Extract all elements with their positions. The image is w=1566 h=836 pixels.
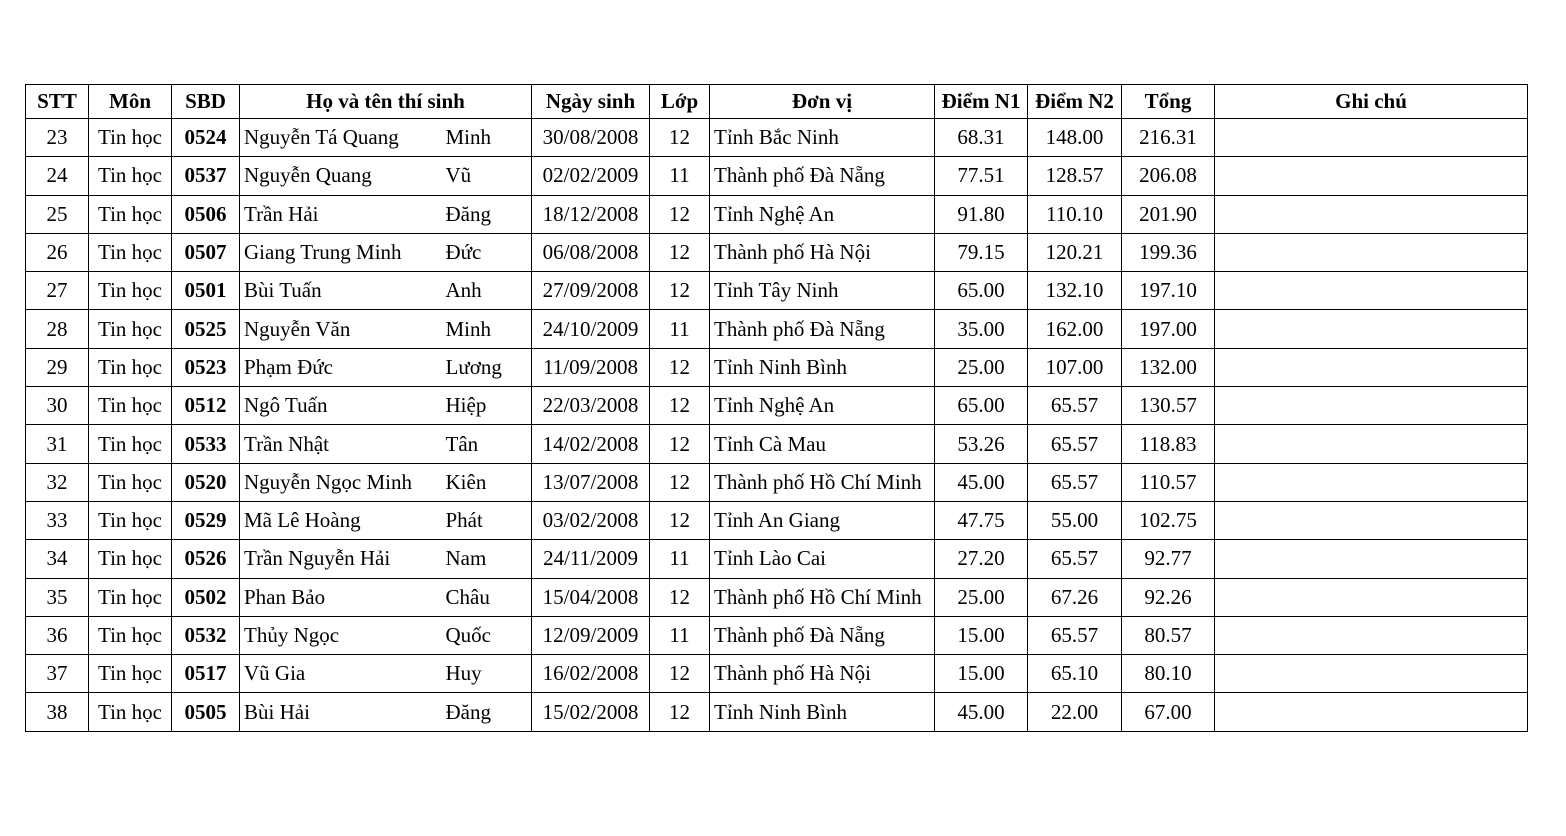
cell-lop: 12 <box>650 387 710 425</box>
cell-ho: Nguyễn Quang <box>240 157 442 195</box>
cell-lop: 12 <box>650 425 710 463</box>
cell-ho: Bùi Hải <box>240 693 442 731</box>
cell-diem-n2: 65.57 <box>1028 616 1122 654</box>
cell-don-vi: Thành phố Hà Nội <box>710 655 935 693</box>
table-row <box>26 463 1528 501</box>
cell-sbd: 0525 <box>172 310 240 348</box>
cell-ho: Trần Hải <box>240 195 442 233</box>
cell-stt: 26 <box>26 233 89 271</box>
cell-ghi-chu <box>1215 233 1528 271</box>
cell-ngay-sinh: 15/04/2008 <box>532 578 650 616</box>
cell-mon: Tin học <box>89 348 172 386</box>
cell-ten: Vũ <box>442 157 532 195</box>
cell-mon: Tin học <box>89 655 172 693</box>
cell-mon: Tin học <box>89 195 172 233</box>
cell-ngay-sinh: 03/02/2008 <box>532 501 650 539</box>
cell-don-vi: Thành phố Hồ Chí Minh <box>710 463 935 501</box>
cell-sbd: 0506 <box>172 195 240 233</box>
cell-ten: Lương <box>442 348 532 386</box>
cell-ten: Minh <box>442 119 532 157</box>
cell-diem-n1: 79.15 <box>935 233 1028 271</box>
cell-don-vi: Tỉnh An Giang <box>710 501 935 539</box>
cell-mon: Tin học <box>89 540 172 578</box>
cell-ghi-chu <box>1215 387 1528 425</box>
cell-ngay-sinh: 24/11/2009 <box>532 540 650 578</box>
cell-diem-n1: 15.00 <box>935 616 1028 654</box>
cell-ghi-chu <box>1215 195 1528 233</box>
cell-stt: 36 <box>26 616 89 654</box>
cell-ghi-chu <box>1215 272 1528 310</box>
cell-mon: Tin học <box>89 616 172 654</box>
cell-stt: 25 <box>26 195 89 233</box>
cell-tong: 102.75 <box>1122 501 1215 539</box>
cell-diem-n1: 27.20 <box>935 540 1028 578</box>
cell-lop: 12 <box>650 272 710 310</box>
cell-diem-n1: 68.31 <box>935 119 1028 157</box>
cell-diem-n2: 107.00 <box>1028 348 1122 386</box>
cell-tong: 80.10 <box>1122 655 1215 693</box>
cell-stt: 29 <box>26 348 89 386</box>
cell-lop: 12 <box>650 578 710 616</box>
table-row <box>26 157 1528 195</box>
cell-mon: Tin học <box>89 693 172 731</box>
cell-tong: 197.00 <box>1122 310 1215 348</box>
table-row <box>26 387 1528 425</box>
cell-stt: 33 <box>26 501 89 539</box>
cell-stt: 31 <box>26 425 89 463</box>
table-header-row <box>26 85 1528 119</box>
cell-diem-n2: 110.10 <box>1028 195 1122 233</box>
table-row <box>26 693 1528 731</box>
cell-sbd: 0529 <box>172 501 240 539</box>
cell-ghi-chu <box>1215 655 1528 693</box>
cell-mon: Tin học <box>89 463 172 501</box>
cell-don-vi: Tỉnh Nghệ An <box>710 387 935 425</box>
cell-diem-n1: 77.51 <box>935 157 1028 195</box>
cell-ten: Đăng <box>442 693 532 731</box>
table-row <box>26 501 1528 539</box>
cell-diem-n2: 65.10 <box>1028 655 1122 693</box>
cell-ho: Ngô Tuấn <box>240 387 442 425</box>
cell-diem-n2: 65.57 <box>1028 387 1122 425</box>
cell-lop: 12 <box>650 233 710 271</box>
cell-ghi-chu <box>1215 348 1528 386</box>
cell-ghi-chu <box>1215 119 1528 157</box>
cell-mon: Tin học <box>89 387 172 425</box>
header-sbd: SBD <box>172 85 240 119</box>
cell-sbd: 0505 <box>172 693 240 731</box>
cell-diem-n2: 65.57 <box>1028 425 1122 463</box>
table-row <box>26 272 1528 310</box>
cell-ho: Phạm Đức <box>240 348 442 386</box>
cell-stt: 35 <box>26 578 89 616</box>
header-ngay-sinh: Ngày sinh <box>532 85 650 119</box>
cell-diem-n2: 128.57 <box>1028 157 1122 195</box>
cell-ghi-chu <box>1215 616 1528 654</box>
header-lop: Lớp <box>650 85 710 119</box>
cell-ngay-sinh: 12/09/2009 <box>532 616 650 654</box>
cell-sbd: 0533 <box>172 425 240 463</box>
cell-sbd: 0502 <box>172 578 240 616</box>
cell-ten: Quốc <box>442 616 532 654</box>
cell-ten: Kiên <box>442 463 532 501</box>
table-row <box>26 578 1528 616</box>
cell-diem-n2: 22.00 <box>1028 693 1122 731</box>
cell-don-vi: Thành phố Đà Nẵng <box>710 310 935 348</box>
cell-ho: Mã Lê Hoàng <box>240 501 442 539</box>
cell-ngay-sinh: 24/10/2009 <box>532 310 650 348</box>
cell-diem-n1: 47.75 <box>935 501 1028 539</box>
cell-ghi-chu <box>1215 157 1528 195</box>
cell-ghi-chu <box>1215 310 1528 348</box>
cell-sbd: 0501 <box>172 272 240 310</box>
cell-stt: 27 <box>26 272 89 310</box>
header-ho-ten: Họ và tên thí sinh <box>240 85 532 119</box>
cell-lop: 12 <box>650 195 710 233</box>
cell-lop: 12 <box>650 119 710 157</box>
cell-mon: Tin học <box>89 578 172 616</box>
cell-lop: 11 <box>650 616 710 654</box>
cell-ho: Giang Trung Minh <box>240 233 442 271</box>
cell-sbd: 0523 <box>172 348 240 386</box>
cell-don-vi: Thành phố Đà Nẵng <box>710 616 935 654</box>
cell-diem-n1: 45.00 <box>935 693 1028 731</box>
cell-sbd: 0517 <box>172 655 240 693</box>
cell-tong: 216.31 <box>1122 119 1215 157</box>
cell-mon: Tin học <box>89 272 172 310</box>
cell-ngay-sinh: 06/08/2008 <box>532 233 650 271</box>
cell-ngay-sinh: 15/02/2008 <box>532 693 650 731</box>
cell-ngay-sinh: 02/02/2009 <box>532 157 650 195</box>
cell-diem-n1: 15.00 <box>935 655 1028 693</box>
header-diem-n2: Điểm N2 <box>1028 85 1122 119</box>
table-row <box>26 310 1528 348</box>
cell-don-vi: Tỉnh Cà Mau <box>710 425 935 463</box>
cell-ngay-sinh: 30/08/2008 <box>532 119 650 157</box>
cell-diem-n1: 65.00 <box>935 272 1028 310</box>
cell-tong: 199.36 <box>1122 233 1215 271</box>
cell-ten: Đăng <box>442 195 532 233</box>
cell-tong: 130.57 <box>1122 387 1215 425</box>
cell-ten: Châu <box>442 578 532 616</box>
cell-diem-n2: 120.21 <box>1028 233 1122 271</box>
cell-ngay-sinh: 13/07/2008 <box>532 463 650 501</box>
cell-ngay-sinh: 22/03/2008 <box>532 387 650 425</box>
cell-ngay-sinh: 18/12/2008 <box>532 195 650 233</box>
cell-lop: 12 <box>650 501 710 539</box>
cell-diem-n1: 91.80 <box>935 195 1028 233</box>
cell-ho: Vũ Gia <box>240 655 442 693</box>
table-body <box>26 119 1528 732</box>
cell-lop: 12 <box>650 463 710 501</box>
cell-ghi-chu <box>1215 425 1528 463</box>
cell-lop: 12 <box>650 655 710 693</box>
cell-ho: Phan Bảo <box>240 578 442 616</box>
cell-lop: 11 <box>650 540 710 578</box>
cell-ho: Nguyễn Ngọc Minh <box>240 463 442 501</box>
cell-stt: 23 <box>26 119 89 157</box>
cell-ten: Hiệp <box>442 387 532 425</box>
cell-ten: Anh <box>442 272 532 310</box>
cell-tong: 206.08 <box>1122 157 1215 195</box>
cell-stt: 37 <box>26 655 89 693</box>
cell-lop: 11 <box>650 310 710 348</box>
cell-sbd: 0524 <box>172 119 240 157</box>
cell-diem-n1: 65.00 <box>935 387 1028 425</box>
cell-tong: 201.90 <box>1122 195 1215 233</box>
cell-don-vi: Tỉnh Lào Cai <box>710 540 935 578</box>
cell-tong: 197.10 <box>1122 272 1215 310</box>
table-row <box>26 348 1528 386</box>
cell-ho: Trần Nguyễn Hải <box>240 540 442 578</box>
cell-sbd: 0537 <box>172 157 240 195</box>
header-don-vi: Đơn vị <box>710 85 935 119</box>
cell-diem-n2: 148.00 <box>1028 119 1122 157</box>
cell-don-vi: Thành phố Đà Nẵng <box>710 157 935 195</box>
cell-diem-n2: 132.10 <box>1028 272 1122 310</box>
cell-ghi-chu <box>1215 501 1528 539</box>
cell-don-vi: Tỉnh Ninh Bình <box>710 348 935 386</box>
table-row <box>26 425 1528 463</box>
cell-ho: Thủy Ngọc <box>240 616 442 654</box>
cell-sbd: 0507 <box>172 233 240 271</box>
cell-tong: 80.57 <box>1122 616 1215 654</box>
cell-ten: Huy <box>442 655 532 693</box>
cell-mon: Tin học <box>89 425 172 463</box>
cell-tong: 67.00 <box>1122 693 1215 731</box>
header-tong: Tổng <box>1122 85 1215 119</box>
cell-ghi-chu <box>1215 578 1528 616</box>
cell-diem-n1: 53.26 <box>935 425 1028 463</box>
cell-don-vi: Tỉnh Tây Ninh <box>710 272 935 310</box>
cell-tong: 92.77 <box>1122 540 1215 578</box>
cell-ngay-sinh: 27/09/2008 <box>532 272 650 310</box>
cell-tong: 118.83 <box>1122 425 1215 463</box>
cell-ngay-sinh: 11/09/2008 <box>532 348 650 386</box>
cell-stt: 34 <box>26 540 89 578</box>
table-row <box>26 233 1528 271</box>
cell-lop: 12 <box>650 348 710 386</box>
cell-ten: Phát <box>442 501 532 539</box>
cell-stt: 38 <box>26 693 89 731</box>
cell-sbd: 0526 <box>172 540 240 578</box>
cell-don-vi: Tỉnh Nghệ An <box>710 195 935 233</box>
cell-stt: 30 <box>26 387 89 425</box>
cell-ho: Trần Nhật <box>240 425 442 463</box>
cell-ngay-sinh: 14/02/2008 <box>532 425 650 463</box>
cell-stt: 32 <box>26 463 89 501</box>
cell-ghi-chu <box>1215 540 1528 578</box>
results-table <box>25 84 1528 732</box>
header-ghi-chu: Ghi chú <box>1215 85 1528 119</box>
cell-don-vi: Thành phố Hà Nội <box>710 233 935 271</box>
cell-diem-n2: 55.00 <box>1028 501 1122 539</box>
cell-ten: Minh <box>442 310 532 348</box>
cell-diem-n2: 65.57 <box>1028 463 1122 501</box>
cell-sbd: 0512 <box>172 387 240 425</box>
table-row <box>26 119 1528 157</box>
cell-mon: Tin học <box>89 157 172 195</box>
cell-stt: 28 <box>26 310 89 348</box>
cell-tong: 110.57 <box>1122 463 1215 501</box>
cell-ho: Nguyễn Văn <box>240 310 442 348</box>
cell-ten: Tân <box>442 425 532 463</box>
table-row <box>26 655 1528 693</box>
cell-sbd: 0532 <box>172 616 240 654</box>
cell-diem-n2: 162.00 <box>1028 310 1122 348</box>
cell-diem-n1: 25.00 <box>935 578 1028 616</box>
cell-lop: 12 <box>650 693 710 731</box>
cell-diem-n1: 45.00 <box>935 463 1028 501</box>
cell-don-vi: Tỉnh Bắc Ninh <box>710 119 935 157</box>
header-stt: STT <box>26 85 89 119</box>
header-diem-n1: Điểm N1 <box>935 85 1028 119</box>
cell-diem-n2: 67.26 <box>1028 578 1122 616</box>
cell-ghi-chu <box>1215 463 1528 501</box>
cell-diem-n2: 65.57 <box>1028 540 1122 578</box>
cell-tong: 92.26 <box>1122 578 1215 616</box>
table-row <box>26 540 1528 578</box>
cell-mon: Tin học <box>89 233 172 271</box>
cell-ten: Nam <box>442 540 532 578</box>
cell-lop: 11 <box>650 157 710 195</box>
cell-stt: 24 <box>26 157 89 195</box>
cell-diem-n1: 25.00 <box>935 348 1028 386</box>
table-row <box>26 195 1528 233</box>
cell-mon: Tin học <box>89 119 172 157</box>
table-row <box>26 616 1528 654</box>
cell-ghi-chu <box>1215 693 1528 731</box>
header-mon: Môn <box>89 85 172 119</box>
cell-ho: Bùi Tuấn <box>240 272 442 310</box>
cell-diem-n1: 35.00 <box>935 310 1028 348</box>
cell-ngay-sinh: 16/02/2008 <box>532 655 650 693</box>
cell-tong: 132.00 <box>1122 348 1215 386</box>
cell-don-vi: Thành phố Hồ Chí Minh <box>710 578 935 616</box>
cell-mon: Tin học <box>89 501 172 539</box>
cell-sbd: 0520 <box>172 463 240 501</box>
cell-ho: Nguyễn Tá Quang <box>240 119 442 157</box>
cell-don-vi: Tỉnh Ninh Bình <box>710 693 935 731</box>
cell-mon: Tin học <box>89 310 172 348</box>
cell-ten: Đức <box>442 233 532 271</box>
